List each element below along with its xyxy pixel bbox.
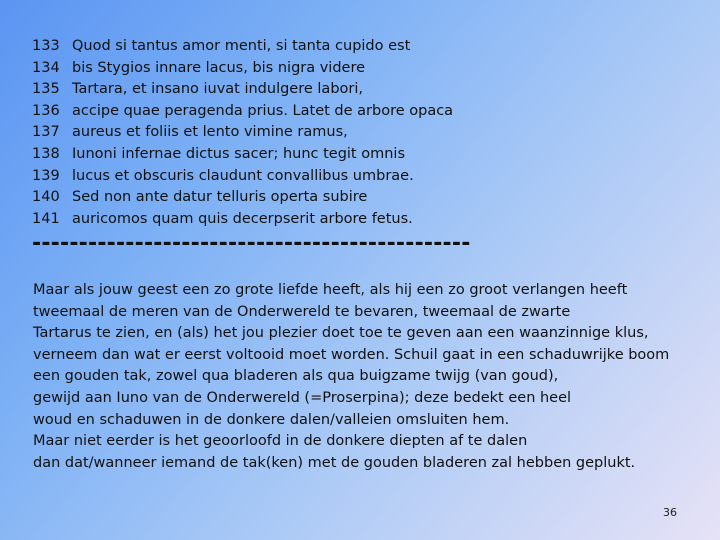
- dutch-line: verneem dan wat er eerst voltooid moet worden. Schuil gaat in een schaduwrijke boom: [33, 346, 670, 363]
- latin-line: [32, 58, 453, 80]
- latin-line-text: Iunoni infernae dictus sacer; hunc tegit omnis: [72, 145, 405, 162]
- dutch-line: Maar als jouw geest een zo grote liefde heeft, als hij een zo groot verlangen heeft: [33, 282, 628, 298]
- line-number: 138: [32, 145, 60, 162]
- latin-line: [32, 36, 453, 58]
- latin-line-text: bis Stygios innare lacus, bis nigra videre: [72, 59, 366, 76]
- page-number: 36: [663, 506, 677, 519]
- dashed-separator: -----------------------------------------------: [32, 231, 471, 256]
- latin-line-text: Tartara, et insano iuvat indulgere labori,: [72, 81, 363, 98]
- line-number: 133: [32, 38, 60, 54]
- dutch-line: gewijd aan Iuno van de Onderwereld (=Proserpina); deze bedekt een heel: [33, 389, 572, 406]
- dutch-line: woud en schaduwen in de donkere dalen/valleien omsluiten hem.: [33, 411, 510, 428]
- latin-line: [32, 187, 453, 209]
- dutch-line: tweemaal de meren van de Onderwereld te bevaren, tweemaal de zwarte: [33, 303, 571, 320]
- latin-line-text: Quod si tantus amor menti, si tanta cupido est: [72, 38, 411, 54]
- latin-line: [32, 166, 453, 188]
- dutch-line: een gouden tak, zowel qua bladeren als qua buigzame twijg (van goud),: [33, 368, 559, 385]
- latin-line: [32, 122, 453, 144]
- dutch-line: Tartarus te zien, en (als) het jou plezier doet toe te geven aan een waanzinnige klus,: [33, 325, 649, 342]
- line-number: 140: [32, 189, 60, 206]
- latin-line-text: accipe quae peragenda prius. Latet de arbore opaca: [72, 102, 454, 119]
- latin-line-text: aureus et foliis et lento vimine ramus,: [72, 124, 348, 141]
- dutch-line: Maar niet eerder is het geoorloofd in de donkere diepten af te dalen: [33, 433, 528, 450]
- dutch-line: dan dat/wanneer iemand de tak(ken) met de gouden bladeren zal hebben geplukt.: [33, 454, 636, 471]
- latin-line: [32, 79, 453, 101]
- latin-line-text: lucus et obscuris claudunt convallibus umbrae.: [72, 167, 414, 184]
- latin-line-text: Sed non ante datur telluris operta subire: [72, 189, 368, 206]
- latin-line: [32, 144, 453, 166]
- latin-line: [32, 101, 453, 123]
- line-number: 136: [32, 102, 60, 119]
- dutch-translation-block: [33, 280, 669, 474]
- line-number: 139: [32, 167, 60, 184]
- latin-text-block: [32, 36, 453, 230]
- line-number: 137: [32, 124, 60, 141]
- latin-line: [32, 209, 453, 231]
- line-number: 141: [32, 210, 60, 227]
- line-number: 134: [32, 59, 60, 76]
- latin-line-text: auricomos quam quis decerpserit arbore fetus.: [72, 210, 413, 227]
- line-number: 135: [32, 81, 60, 98]
